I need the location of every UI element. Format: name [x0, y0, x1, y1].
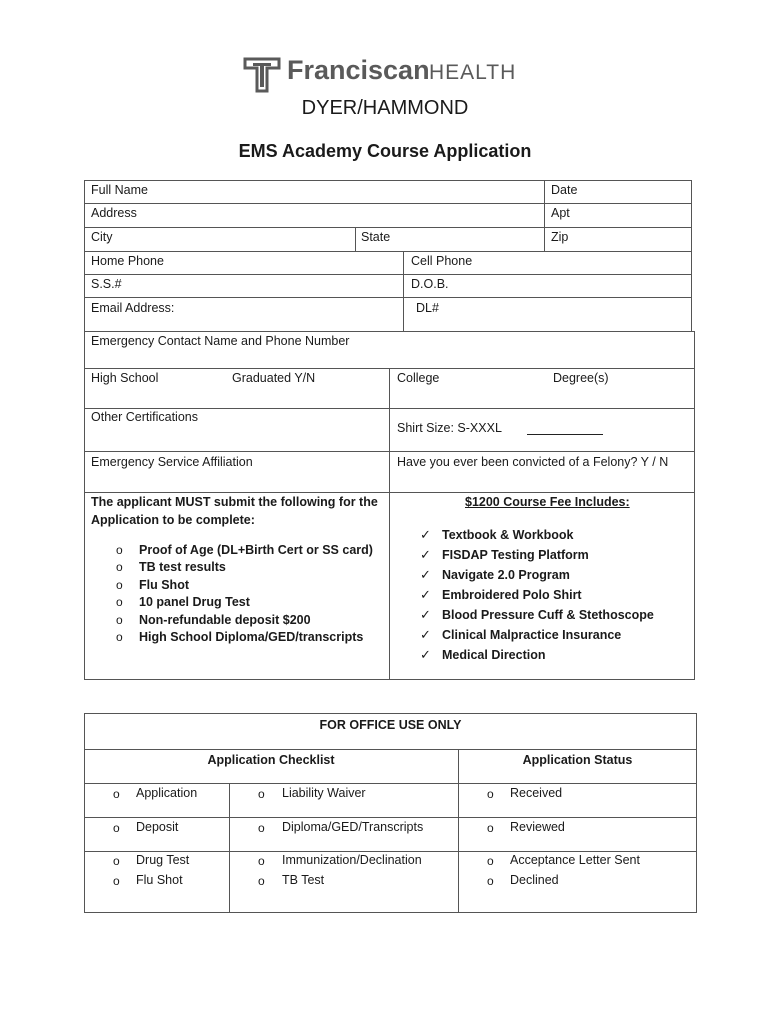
- requirements-heading-2: Application to be complete:: [91, 513, 255, 527]
- bullet-icon: o: [113, 874, 120, 888]
- bullet-icon: o: [487, 821, 494, 835]
- status-acceptance-letter[interactable]: Acceptance Letter Sent: [510, 853, 640, 867]
- address-field[interactable]: Address: [91, 206, 137, 220]
- home-phone-field[interactable]: Home Phone: [91, 254, 164, 268]
- bullet-icon: o: [487, 854, 494, 868]
- status-declined[interactable]: Declined: [510, 873, 559, 887]
- checklist-flu-shot[interactable]: Flu Shot: [136, 873, 183, 887]
- fee-item: Embroidered Polo Shirt: [442, 588, 582, 602]
- location-title: DYER/HAMMOND: [301, 97, 469, 119]
- bullet-icon: o: [116, 595, 123, 609]
- brand-name: Franciscan: [287, 55, 430, 85]
- checkmark-icon: ✓: [420, 587, 431, 602]
- checklist-heading: Application Checklist: [207, 753, 335, 767]
- email-field[interactable]: Email Address:: [91, 301, 175, 315]
- checkmark-icon: ✓: [420, 567, 431, 582]
- state-field[interactable]: State: [361, 230, 391, 244]
- date-field[interactable]: Date: [551, 183, 578, 197]
- fee-item: FISDAP Testing Platform: [442, 548, 589, 562]
- checkmark-icon: ✓: [420, 547, 431, 562]
- dob-field[interactable]: D.O.B.: [411, 277, 449, 291]
- checklist-application[interactable]: Application: [136, 786, 198, 800]
- apt-field[interactable]: Apt: [551, 206, 570, 220]
- requirement-item: TB test results: [139, 560, 226, 574]
- fee-item: Navigate 2.0 Program: [442, 568, 570, 582]
- bullet-icon: o: [113, 787, 120, 801]
- checklist-tb-test[interactable]: TB Test: [282, 873, 325, 887]
- checkmark-icon: ✓: [420, 527, 431, 542]
- ssn-field[interactable]: S.S.#: [91, 277, 122, 291]
- status-heading: Application Status: [522, 753, 633, 767]
- bullet-icon: o: [258, 787, 265, 801]
- other-certifications-field[interactable]: Other Certifications: [91, 410, 198, 424]
- bullet-icon: o: [116, 630, 123, 644]
- emergency-contact-field: Emergency Contact Name and Phone Number: [91, 334, 350, 348]
- bullet-icon: o: [116, 543, 123, 557]
- cell-phone-field[interactable]: Cell Phone: [411, 254, 473, 268]
- checkmark-icon: ✓: [420, 647, 431, 662]
- bullet-icon: o: [487, 787, 494, 801]
- requirement-item: Flu Shot: [139, 578, 189, 592]
- ems-affiliation-field[interactable]: Emergency Service Affiliation: [91, 455, 253, 469]
- fee-item: Medical Direction: [442, 648, 546, 662]
- bullet-icon: o: [487, 874, 494, 888]
- college-field[interactable]: College: [397, 371, 440, 385]
- bullet-icon: o: [258, 854, 265, 868]
- degrees-field[interactable]: Degree(s): [553, 371, 609, 385]
- status-reviewed[interactable]: Reviewed: [510, 820, 565, 834]
- checklist-diploma[interactable]: Diploma/GED/Transcripts: [282, 820, 424, 834]
- shirt-size-blank[interactable]: [527, 434, 603, 435]
- bullet-icon: o: [116, 560, 123, 574]
- requirement-item: Proof of Age (DL+Birth Cert or SS card): [139, 543, 373, 557]
- status-received[interactable]: Received: [510, 786, 563, 800]
- page-title: EMS Academy Course Application: [238, 141, 532, 161]
- checklist-liability-waiver[interactable]: Liability Waiver: [282, 786, 366, 800]
- checkmark-icon: ✓: [420, 607, 431, 622]
- checklist-drug-test[interactable]: Drug Test: [136, 853, 190, 867]
- bullet-icon: o: [116, 578, 123, 592]
- fee-item: Clinical Malpractice Insurance: [442, 628, 622, 642]
- zip-field[interactable]: Zip: [551, 230, 569, 244]
- bullet-icon: o: [258, 874, 265, 888]
- office-use-heading: FOR OFFICE USE ONLY: [319, 718, 462, 732]
- franciscan-logo: [243, 55, 533, 95]
- felony-question[interactable]: Have you ever been convicted of a Felony? Y / N: [397, 455, 669, 469]
- brand-health: HEALTH: [429, 61, 517, 84]
- graduated-field[interactable]: Graduated Y/N: [232, 371, 316, 385]
- requirements-heading-1: The applicant MUST submit the following for the: [91, 495, 378, 509]
- tau-cross-icon: [243, 57, 281, 93]
- bullet-icon: o: [113, 821, 120, 835]
- checklist-immunization[interactable]: Immunization/Declination: [282, 853, 422, 867]
- bullet-icon: o: [113, 854, 120, 868]
- shirt-size-field[interactable]: Shirt Size: S-XXXL: [397, 421, 502, 435]
- full-name-field[interactable]: Full Name: [91, 183, 148, 197]
- high-school-field[interactable]: High School: [91, 371, 159, 385]
- bullet-icon: o: [258, 821, 265, 835]
- dl-field[interactable]: DL#: [416, 301, 439, 315]
- bullet-icon: o: [116, 613, 123, 627]
- checklist-deposit[interactable]: Deposit: [136, 820, 179, 834]
- fee-item: Blood Pressure Cuff & Stethoscope: [442, 608, 654, 622]
- checkmark-icon: ✓: [420, 627, 431, 642]
- requirement-item: Non-refundable deposit $200: [139, 613, 311, 627]
- requirement-item: High School Diploma/GED/transcripts: [139, 630, 364, 644]
- fee-item: Textbook & Workbook: [442, 528, 574, 542]
- requirement-item: 10 panel Drug Test: [139, 595, 250, 609]
- fee-heading: $1200 Course Fee Includes:: [465, 495, 630, 509]
- city-field[interactable]: City: [91, 230, 113, 244]
